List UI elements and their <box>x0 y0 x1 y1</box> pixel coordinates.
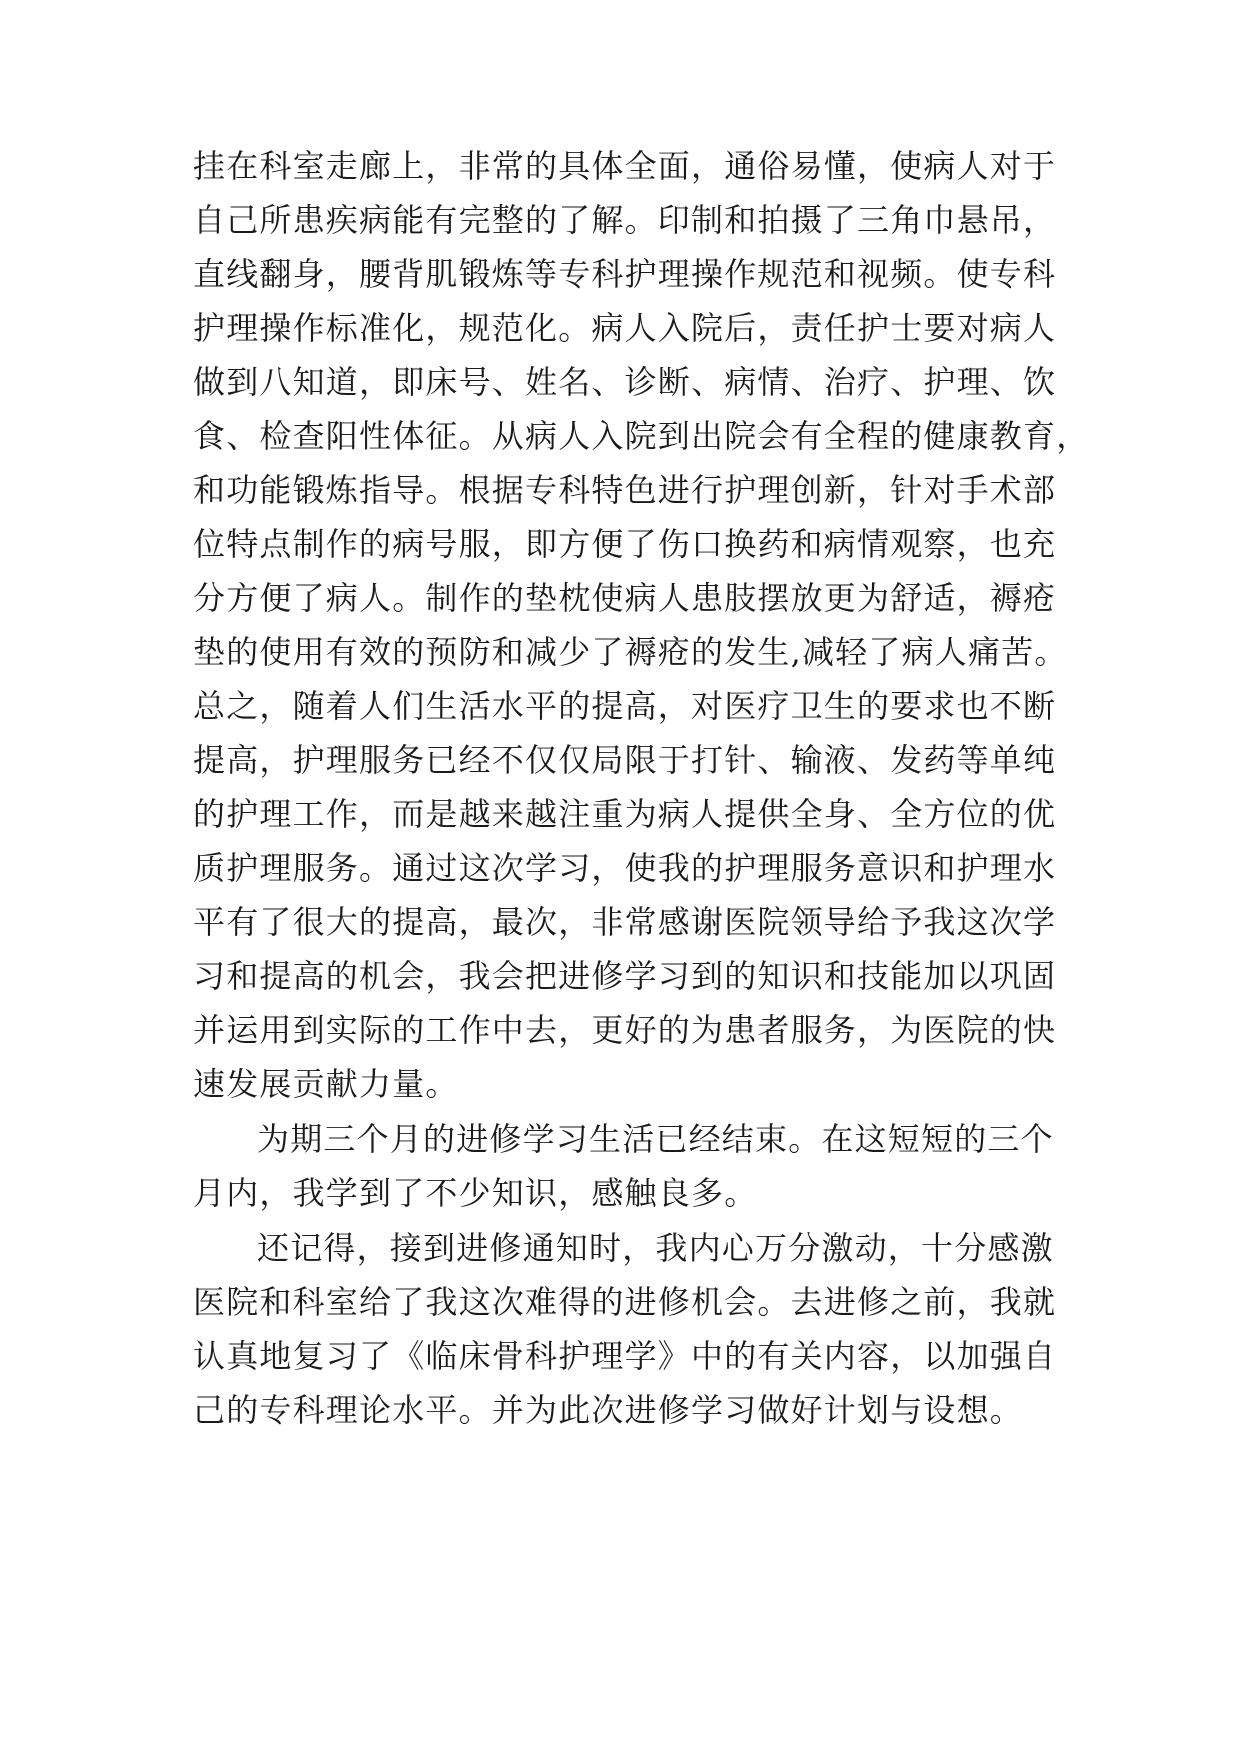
text-line: 挂在科室走廊上，非常的具体全面，通俗易懂，使病人对于 <box>193 147 1057 185</box>
text-line: 做到八知道，即床号、姓名、诊断、病情、治疗、护理、饮 <box>193 363 1057 401</box>
text-line: 己的专科理论水平。并为此次进修学习做好计划与设想。 <box>193 1391 1024 1429</box>
text-line: 总之，随着人们生活水平的提高，对医疗卫生的要求也不断 <box>193 687 1057 725</box>
text-line: 直线翻身，腰背肌锻炼等专科护理操作规范和视频。使专科 <box>193 255 1057 293</box>
text-line: 提高，护理服务已经不仅仅局限于打针、输液、发药等单纯 <box>193 741 1057 779</box>
text-line: 平有了很大的提高，最次，非常感谢医院领导给予我这次学 <box>193 903 1057 941</box>
paragraph-start-line: 还记得，接到进修通知时，我内心万分激动，十分感激 <box>257 1229 1054 1267</box>
text-line: 并运用到实际的工作中去，更好的为患者服务，为医院的快 <box>193 1011 1057 1049</box>
text-line: 和功能锻炼指导。根据专科特色进行护理创新，针对手术部 <box>193 471 1057 509</box>
text-line: 认真地复习了《临床骨科护理学》中的有关内容，以加强自 <box>193 1337 1057 1375</box>
text-line: 月内，我学到了不少知识，感触良多。 <box>193 1174 758 1212</box>
text-line: 医院和科室给了我这次难得的进修机会。去进修之前，我就 <box>193 1283 1057 1321</box>
text-line: 垫的使用有效的预防和减少了褥疮的发生,减轻了病人痛苦。 <box>193 633 1068 671</box>
text-line: 自己所患疾病能有完整的了解。印制和拍摄了三角巾悬吊， <box>193 201 1057 239</box>
text-line: 食、检查阳性体征。从病人入院到出院会有全程的健康教育， <box>193 417 1090 455</box>
text-line: 速发展贡献力量。 <box>193 1065 459 1103</box>
text-line: 位特点制作的病号服，即方便了伤口换药和病情观察，也充 <box>193 525 1057 563</box>
text-line: 习和提高的机会，我会把进修学习到的知识和技能加以巩固 <box>193 957 1057 995</box>
text-line: 的护理工作，而是越来越注重为病人提供全身、全方位的优 <box>193 795 1057 833</box>
text-line: 质护理服务。通过这次学习，使我的护理服务意识和护理水 <box>193 849 1057 887</box>
text-line: 护理操作标准化，规范化。病人入院后，责任护士要对病人 <box>193 309 1057 347</box>
paragraph-start-line: 为期三个月的进修学习生活已经结束。在这短短的三个 <box>257 1120 1054 1158</box>
text-line: 分方便了病人。制作的垫枕使病人患肢摆放更为舒适，褥疮 <box>193 579 1057 617</box>
